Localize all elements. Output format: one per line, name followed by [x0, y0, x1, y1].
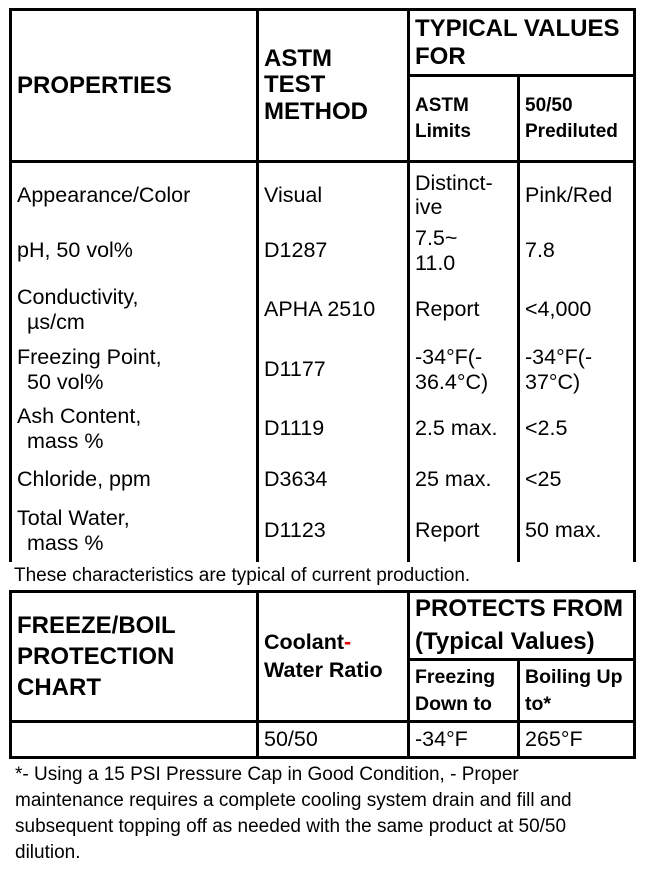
- header-properties: PROPERTIES: [11, 10, 258, 162]
- property-cell: Chloride, ppm: [11, 458, 258, 502]
- astm-limit-cell: 25 max.: [409, 458, 519, 502]
- prediluted-value-cell: 50 max.: [519, 502, 635, 562]
- header-typical-values: TYPICAL VALUES FOR: [409, 10, 635, 76]
- property-cell: Appearance/Color: [11, 162, 258, 222]
- empty-cell: [11, 722, 258, 758]
- ratio-value: 50/50: [258, 722, 409, 758]
- astm-limit-cell: Report: [409, 280, 519, 340]
- property-cell: Ash Content, mass %: [11, 400, 258, 458]
- properties-table: [9, 8, 636, 562]
- test-method-cell: D1177: [258, 340, 409, 400]
- production-note: These characteristics are typical of current production.: [14, 565, 471, 586]
- property-cell: Conductivity, µs/cm: [11, 280, 258, 340]
- prediluted-value-cell: Pink/Red: [519, 162, 635, 222]
- coolant-water-ratio-header: Coolant- Water Ratio: [258, 592, 409, 722]
- table-row: [11, 280, 635, 340]
- astm-limit-cell: -34°F(- 36.4°C): [409, 340, 519, 400]
- prediluted-value-cell: 7.8: [519, 222, 635, 280]
- freezing-value: -34°F: [409, 722, 519, 758]
- test-method-cell: D3634: [258, 458, 409, 502]
- protects-from-header: PROTECTS FROM (Typical Values): [409, 592, 635, 660]
- header-prediluted: 50/50 Prediluted: [519, 76, 635, 162]
- prediluted-value-cell: -34°F(- 37°C): [519, 340, 635, 400]
- prediluted-value-cell: <25: [519, 458, 635, 502]
- astm-limit-cell: 2.5 max.: [409, 400, 519, 458]
- test-method-cell: D1123: [258, 502, 409, 562]
- freeze-boil-table: [9, 590, 636, 759]
- header-astm-limits: ASTM Limits: [409, 76, 519, 162]
- table-row: [11, 222, 635, 280]
- table-row: [11, 400, 635, 458]
- astm-limit-cell: 7.5~ 11.0: [409, 222, 519, 280]
- boiling-up-to-header: Boiling Up to*: [519, 660, 635, 722]
- property-cell: pH, 50 vol%: [11, 222, 258, 280]
- astm-limit-cell: Distinct- ive: [409, 162, 519, 222]
- boiling-value: 265°F: [519, 722, 635, 758]
- freeze-boil-title: FREEZE/BOIL PROTECTION CHART: [11, 592, 258, 722]
- table-row: [11, 458, 635, 502]
- freezing-down-to-header: Freezing Down to: [409, 660, 519, 722]
- header-astm-test-method: ASTM TEST METHOD: [258, 10, 409, 162]
- test-method-cell: APHA 2510: [258, 280, 409, 340]
- ratio-dash: -: [344, 629, 352, 654]
- property-cell: Total Water, mass %: [11, 502, 258, 562]
- table-row: [11, 162, 635, 222]
- table-row: [11, 502, 635, 562]
- test-method-cell: Visual: [258, 162, 409, 222]
- footnote: *- Using a 15 PSI Pressure Cap in Good Condition, - Proper maintenance requires a complete cooling system drain and fill and subsequent topping off as needed with the same product at 50/50 dilution.: [15, 764, 572, 864]
- test-method-cell: D1119: [258, 400, 409, 458]
- test-method-cell: D1287: [258, 222, 409, 280]
- prediluted-value-cell: <4,000: [519, 280, 635, 340]
- properties-body: [11, 162, 635, 562]
- table-row: [11, 340, 635, 400]
- property-cell: Freezing Point, 50 vol%: [11, 340, 258, 400]
- astm-limit-cell: Report: [409, 502, 519, 562]
- prediluted-value-cell: <2.5: [519, 400, 635, 458]
